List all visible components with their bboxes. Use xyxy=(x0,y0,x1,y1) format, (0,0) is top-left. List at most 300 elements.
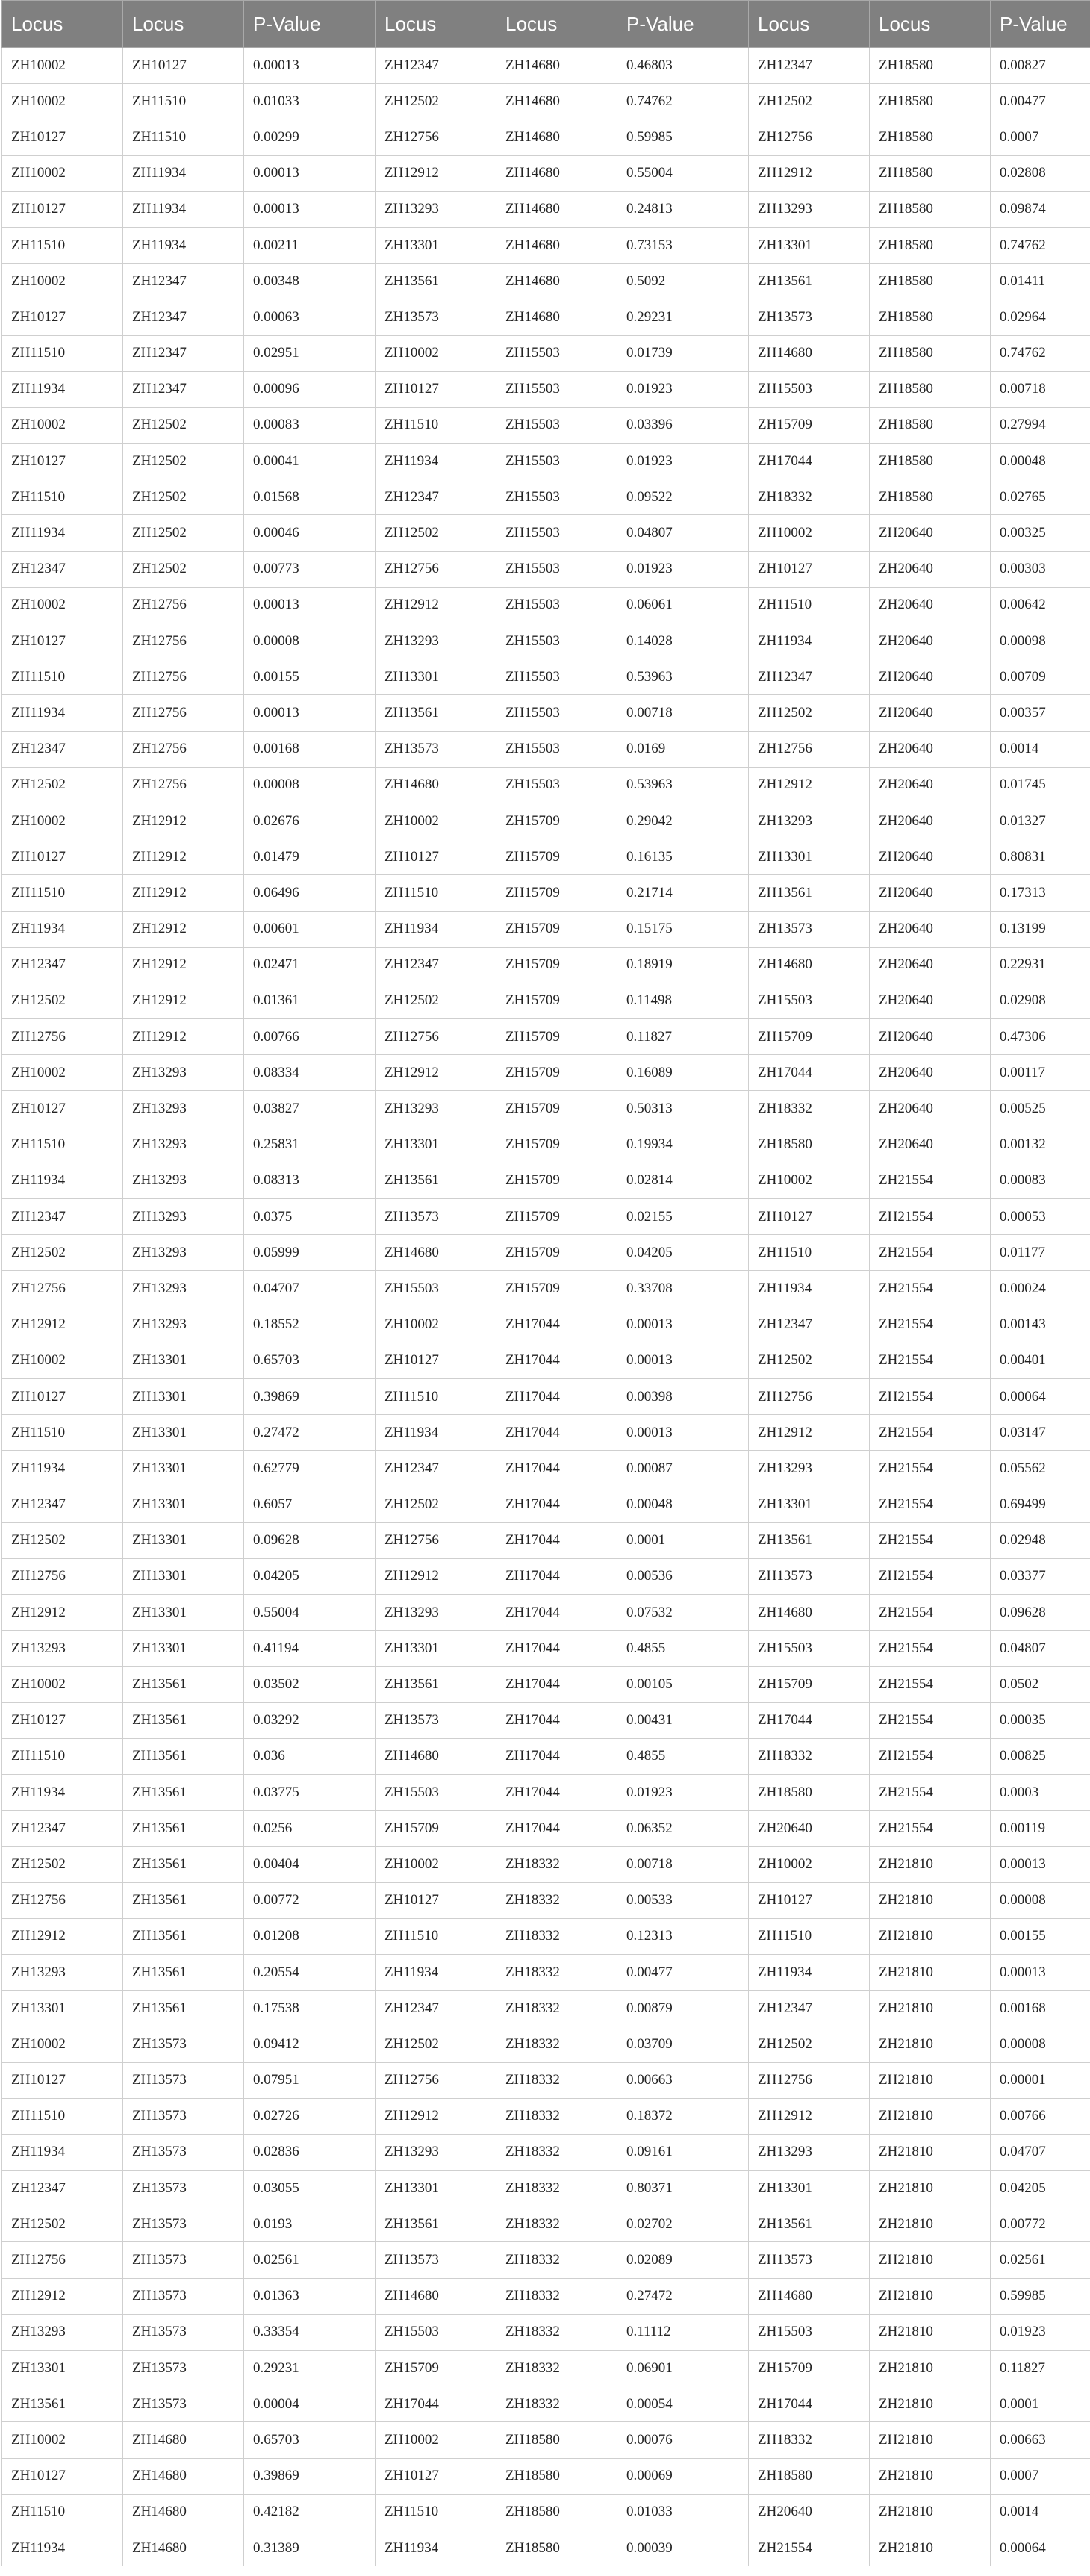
locus-a-cell: ZH11934 xyxy=(2,2530,123,2566)
locus-b-cell: ZH12347 xyxy=(123,299,244,335)
locus-a-cell: ZH18580 xyxy=(749,1127,870,1163)
p-value-cell: 0.16089 xyxy=(617,1055,749,1091)
table-row xyxy=(2,983,1090,1018)
locus-b-cell: ZH17044 xyxy=(496,1775,617,1811)
locus-b-cell: ZH11934 xyxy=(123,191,244,227)
p-value-cell: 0.73153 xyxy=(617,227,749,263)
locus-a-cell: ZH11510 xyxy=(376,875,496,911)
p-value-cell: 0.01177 xyxy=(991,1235,1090,1271)
locus-a-cell: ZH15503 xyxy=(376,1271,496,1307)
table-row xyxy=(2,587,1090,623)
p-value-cell: 0.00083 xyxy=(991,1163,1090,1198)
table-row xyxy=(2,623,1090,659)
p-value-cell: 0.00048 xyxy=(617,1487,749,1522)
p-value-cell: 0.6057 xyxy=(244,1487,376,1522)
locus-a-cell: ZH15503 xyxy=(376,1775,496,1811)
p-value-cell: 0.42182 xyxy=(244,2494,376,2530)
locus-b-cell: ZH12502 xyxy=(123,444,244,479)
table-row xyxy=(2,2351,1090,2386)
p-value-cell: 0.03827 xyxy=(244,1091,376,1127)
locus-b-cell: ZH18332 xyxy=(496,2351,617,2386)
locus-a-cell: ZH13573 xyxy=(749,2242,870,2278)
locus-a-cell: ZH12756 xyxy=(376,119,496,155)
header-locus-b-2: Locus xyxy=(496,1,617,48)
p-value-cell: 0.00303 xyxy=(991,551,1090,587)
locus-b-cell: ZH18580 xyxy=(870,155,991,191)
p-value-cell: 0.18372 xyxy=(617,2098,749,2134)
locus-a-cell: ZH17044 xyxy=(376,2386,496,2422)
locus-a-cell: ZH13293 xyxy=(2,2314,123,2350)
locus-a-cell: ZH13561 xyxy=(376,1163,496,1198)
locus-b-cell: ZH13293 xyxy=(123,1127,244,1163)
p-value-cell: 0.25831 xyxy=(244,1127,376,1163)
table-row xyxy=(2,2386,1090,2422)
locus-b-cell: ZH20640 xyxy=(870,1019,991,1055)
locus-a-cell: ZH15709 xyxy=(749,2351,870,2386)
p-value-cell: 0.00155 xyxy=(991,1918,1090,1954)
table-row xyxy=(2,1163,1090,1198)
p-value-cell: 0.00013 xyxy=(244,191,376,227)
p-value-cell: 0.17313 xyxy=(991,875,1090,911)
table-row xyxy=(2,839,1090,875)
locus-a-cell: ZH10127 xyxy=(2,191,123,227)
locus-a-cell: ZH20640 xyxy=(749,1811,870,1847)
locus-a-cell: ZH10002 xyxy=(749,1847,870,1882)
p-value-cell: 0.00404 xyxy=(244,1847,376,1882)
locus-b-cell: ZH18580 xyxy=(870,299,991,335)
locus-b-cell: ZH15709 xyxy=(496,875,617,911)
table-row xyxy=(2,551,1090,587)
locus-a-cell: ZH10127 xyxy=(376,371,496,407)
locus-a-cell: ZH12502 xyxy=(2,767,123,803)
p-value-cell: 0.0014 xyxy=(991,731,1090,767)
locus-b-cell: ZH12756 xyxy=(123,587,244,623)
locus-b-cell: ZH18580 xyxy=(496,2530,617,2566)
locus-a-cell: ZH12347 xyxy=(749,1307,870,1343)
locus-a-cell: ZH10002 xyxy=(376,803,496,839)
locus-a-cell: ZH12502 xyxy=(2,983,123,1018)
table-row xyxy=(2,1702,1090,1738)
p-value-cell: 0.03502 xyxy=(244,1667,376,1702)
locus-a-cell: ZH13293 xyxy=(376,1091,496,1127)
locus-b-cell: ZH15503 xyxy=(496,695,617,731)
p-value-cell: 0.00155 xyxy=(244,659,376,695)
locus-b-cell: ZH18332 xyxy=(496,2206,617,2242)
locus-a-cell: ZH12502 xyxy=(376,2026,496,2062)
locus-b-cell: ZH12912 xyxy=(123,983,244,1018)
p-value-cell: 0.00766 xyxy=(991,2098,1090,2134)
locus-b-cell: ZH12912 xyxy=(123,839,244,875)
locus-a-cell: ZH12756 xyxy=(749,2062,870,2098)
locus-a-cell: ZH12347 xyxy=(376,48,496,84)
locus-b-cell: ZH20640 xyxy=(870,659,991,695)
locus-b-cell: ZH20640 xyxy=(870,587,991,623)
locus-a-cell: ZH10127 xyxy=(2,299,123,335)
p-value-cell: 0.00357 xyxy=(991,695,1090,731)
locus-b-cell: ZH14680 xyxy=(496,84,617,119)
locus-b-cell: ZH18332 xyxy=(496,2134,617,2170)
locus-b-cell: ZH20640 xyxy=(870,803,991,839)
locus-b-cell: ZH13561 xyxy=(123,1991,244,2026)
p-value-cell: 0.5092 xyxy=(617,264,749,299)
p-value-cell: 0.06901 xyxy=(617,2351,749,2386)
p-value-cell: 0.02908 xyxy=(991,983,1090,1018)
table-row xyxy=(2,1954,1090,1990)
locus-a-cell: ZH13301 xyxy=(749,839,870,875)
locus-a-cell: ZH12347 xyxy=(749,659,870,695)
p-value-cell: 0.29231 xyxy=(617,299,749,335)
locus-b-cell: ZH17044 xyxy=(496,1558,617,1594)
locus-a-cell: ZH12502 xyxy=(376,515,496,551)
p-value-cell: 0.00766 xyxy=(244,1019,376,1055)
locus-a-cell: ZH11934 xyxy=(2,371,123,407)
p-value-cell: 0.01745 xyxy=(991,767,1090,803)
locus-b-cell: ZH13561 xyxy=(123,1954,244,1990)
p-value-cell: 0.00048 xyxy=(991,444,1090,479)
p-value-cell: 0.59985 xyxy=(991,2278,1090,2314)
table-row xyxy=(2,371,1090,407)
p-value-cell: 0.11827 xyxy=(617,1019,749,1055)
locus-a-cell: ZH13573 xyxy=(376,299,496,335)
locus-a-cell: ZH11510 xyxy=(376,1378,496,1414)
locus-b-cell: ZH13293 xyxy=(123,1271,244,1307)
p-value-cell: 0.13199 xyxy=(991,911,1090,947)
locus-b-cell: ZH10127 xyxy=(123,48,244,84)
locus-b-cell: ZH14680 xyxy=(496,264,617,299)
table-row xyxy=(2,299,1090,335)
p-value-cell: 0.29231 xyxy=(244,2351,376,2386)
p-value-cell: 0.02726 xyxy=(244,2098,376,2134)
locus-a-cell: ZH15503 xyxy=(376,2314,496,2350)
locus-a-cell: ZH12502 xyxy=(2,1522,123,1558)
locus-a-cell: ZH13301 xyxy=(376,1127,496,1163)
p-value-cell: 0.00663 xyxy=(991,2422,1090,2458)
locus-b-cell: ZH18332 xyxy=(496,2062,617,2098)
locus-b-cell: ZH18580 xyxy=(870,371,991,407)
locus-b-cell: ZH18332 xyxy=(496,1918,617,1954)
locus-a-cell: ZH11934 xyxy=(749,623,870,659)
p-value-cell: 0.00772 xyxy=(991,2206,1090,2242)
locus-a-cell: ZH12756 xyxy=(2,1558,123,1594)
locus-a-cell: ZH13573 xyxy=(749,299,870,335)
locus-a-cell: ZH12756 xyxy=(376,1522,496,1558)
table-row xyxy=(2,407,1090,443)
locus-b-cell: ZH13573 xyxy=(123,2278,244,2314)
locus-a-cell: ZH10002 xyxy=(2,1055,123,1091)
locus-a-cell: ZH11510 xyxy=(2,2494,123,2530)
locus-b-cell: ZH17044 xyxy=(496,1415,617,1451)
p-value-cell: 0.14028 xyxy=(617,623,749,659)
locus-b-cell: ZH13293 xyxy=(123,1055,244,1091)
locus-b-cell: ZH21810 xyxy=(870,2494,991,2530)
table-row xyxy=(2,1199,1090,1235)
locus-a-cell: ZH13561 xyxy=(749,1522,870,1558)
p-value-cell: 0.03709 xyxy=(617,2026,749,2062)
table-row xyxy=(2,2171,1090,2206)
locus-b-cell: ZH13301 xyxy=(123,1595,244,1631)
p-value-cell: 0.00054 xyxy=(617,2386,749,2422)
locus-b-cell: ZH20640 xyxy=(870,695,991,731)
locus-a-cell: ZH14680 xyxy=(749,947,870,983)
p-value-cell: 0.00013 xyxy=(617,1415,749,1451)
locus-b-cell: ZH21554 xyxy=(870,1775,991,1811)
locus-b-cell: ZH21810 xyxy=(870,1954,991,1990)
locus-a-cell: ZH12912 xyxy=(376,1558,496,1594)
p-value-cell: 0.59985 xyxy=(617,119,749,155)
p-value-cell: 0.62779 xyxy=(244,1451,376,1487)
locus-b-cell: ZH21554 xyxy=(870,1307,991,1343)
locus-a-cell: ZH11510 xyxy=(2,335,123,371)
locus-a-cell: ZH11934 xyxy=(749,1954,870,1990)
locus-b-cell: ZH13561 xyxy=(123,1811,244,1847)
table-row xyxy=(2,227,1090,263)
locus-b-cell: ZH13301 xyxy=(123,1487,244,1522)
table-row xyxy=(2,1378,1090,1414)
table-row xyxy=(2,2134,1090,2170)
locus-b-cell: ZH13293 xyxy=(123,1307,244,1343)
locus-a-cell: ZH13561 xyxy=(749,264,870,299)
locus-a-cell: ZH18332 xyxy=(749,2422,870,2458)
locus-b-cell: ZH18580 xyxy=(870,264,991,299)
p-value-cell: 0.02089 xyxy=(617,2242,749,2278)
locus-b-cell: ZH18332 xyxy=(496,2278,617,2314)
locus-b-cell: ZH11510 xyxy=(123,119,244,155)
locus-a-cell: ZH12912 xyxy=(376,155,496,191)
p-value-cell: 0.00008 xyxy=(244,623,376,659)
p-value-cell: 0.01033 xyxy=(244,84,376,119)
p-value-cell: 0.4855 xyxy=(617,1631,749,1667)
p-value-cell: 0.33708 xyxy=(617,1271,749,1307)
locus-b-cell: ZH11934 xyxy=(123,155,244,191)
locus-a-cell: ZH10127 xyxy=(376,2458,496,2494)
p-value-cell: 0.05562 xyxy=(991,1451,1090,1487)
table-row xyxy=(2,2278,1090,2314)
locus-b-cell: ZH13293 xyxy=(123,1235,244,1271)
p-value-cell: 0.0001 xyxy=(991,2386,1090,2422)
p-value-cell: 0.65703 xyxy=(244,1343,376,1378)
locus-a-cell: ZH13561 xyxy=(376,1667,496,1702)
locus-b-cell: ZH15709 xyxy=(496,839,617,875)
p-value-cell: 0.09161 xyxy=(617,2134,749,2170)
locus-b-cell: ZH21554 xyxy=(870,1811,991,1847)
locus-a-cell: ZH12756 xyxy=(749,119,870,155)
locus-b-cell: ZH12912 xyxy=(123,1019,244,1055)
locus-a-cell: ZH11934 xyxy=(376,444,496,479)
p-value-cell: 0.11112 xyxy=(617,2314,749,2350)
p-value-cell: 0.50313 xyxy=(617,1091,749,1127)
locus-a-cell: ZH12347 xyxy=(749,1991,870,2026)
p-value-cell: 0.03396 xyxy=(617,407,749,443)
locus-b-cell: ZH18332 xyxy=(496,1991,617,2026)
p-value-cell: 0.69499 xyxy=(991,1487,1090,1522)
p-value-cell: 0.02836 xyxy=(244,2134,376,2170)
locus-a-cell: ZH13293 xyxy=(2,1631,123,1667)
table-row xyxy=(2,2314,1090,2350)
p-value-cell: 0.01923 xyxy=(617,1775,749,1811)
locus-b-cell: ZH12912 xyxy=(123,947,244,983)
p-value-cell: 0.20554 xyxy=(244,1954,376,1990)
locus-b-cell: ZH13293 xyxy=(123,1199,244,1235)
table-row xyxy=(2,1091,1090,1127)
locus-b-cell: ZH21810 xyxy=(870,2278,991,2314)
locus-a-cell: ZH11934 xyxy=(2,515,123,551)
locus-a-cell: ZH11510 xyxy=(2,2098,123,2134)
p-value-cell: 0.00013 xyxy=(244,695,376,731)
locus-a-cell: ZH10002 xyxy=(2,48,123,84)
p-value-cell: 0.15175 xyxy=(617,911,749,947)
p-value-cell: 0.00477 xyxy=(617,1954,749,1990)
locus-a-cell: ZH12347 xyxy=(376,947,496,983)
locus-b-cell: ZH13561 xyxy=(123,1847,244,1882)
p-value-cell: 0.01327 xyxy=(991,803,1090,839)
locus-a-cell: ZH11934 xyxy=(376,2530,496,2566)
locus-b-cell: ZH13561 xyxy=(123,1702,244,1738)
locus-a-cell: ZH11510 xyxy=(2,1415,123,1451)
locus-a-cell: ZH13301 xyxy=(749,1487,870,1522)
locus-b-cell: ZH13573 xyxy=(123,2242,244,2278)
locus-a-cell: ZH10127 xyxy=(2,623,123,659)
p-value-cell: 0.31389 xyxy=(244,2530,376,2566)
locus-b-cell: ZH15503 xyxy=(496,731,617,767)
p-value-cell: 0.12313 xyxy=(617,1918,749,1954)
locus-a-cell: ZH11510 xyxy=(2,227,123,263)
locus-b-cell: ZH18332 xyxy=(496,1882,617,1918)
table-row xyxy=(2,191,1090,227)
p-value-cell: 0.01411 xyxy=(991,264,1090,299)
locus-b-cell: ZH18332 xyxy=(496,2314,617,2350)
p-value-cell: 0.00132 xyxy=(991,1127,1090,1163)
p-value-cell: 0.4855 xyxy=(617,1738,749,1774)
locus-b-cell: ZH20640 xyxy=(870,839,991,875)
p-value-cell: 0.01923 xyxy=(617,444,749,479)
locus-a-cell: ZH12502 xyxy=(2,1235,123,1271)
locus-b-cell: ZH13573 xyxy=(123,2351,244,2386)
locus-b-cell: ZH15709 xyxy=(496,1019,617,1055)
p-value-cell: 0.03055 xyxy=(244,2171,376,2206)
locus-b-cell: ZH12347 xyxy=(123,264,244,299)
p-value-cell: 0.00718 xyxy=(991,371,1090,407)
p-value-cell: 0.00013 xyxy=(244,587,376,623)
locus-a-cell: ZH12756 xyxy=(376,1019,496,1055)
locus-b-cell: ZH14680 xyxy=(496,155,617,191)
locus-b-cell: ZH20640 xyxy=(870,1091,991,1127)
locus-a-cell: ZH10002 xyxy=(2,2026,123,2062)
p-value-cell: 0.02155 xyxy=(617,1199,749,1235)
p-value-cell: 0.00879 xyxy=(617,1991,749,2026)
p-value-cell: 0.00431 xyxy=(617,1702,749,1738)
p-value-cell: 0.06352 xyxy=(617,1811,749,1847)
locus-a-cell: ZH18580 xyxy=(749,2458,870,2494)
locus-b-cell: ZH13561 xyxy=(123,1882,244,1918)
table-row xyxy=(2,1522,1090,1558)
p-value-cell: 0.01923 xyxy=(617,371,749,407)
locus-b-cell: ZH13293 xyxy=(123,1091,244,1127)
p-value-cell: 0.46803 xyxy=(617,48,749,84)
locus-b-cell: ZH12347 xyxy=(123,371,244,407)
locus-b-cell: ZH13573 xyxy=(123,2062,244,2098)
locus-b-cell: ZH20640 xyxy=(870,911,991,947)
locus-b-cell: ZH15709 xyxy=(496,1235,617,1271)
locus-b-cell: ZH21810 xyxy=(870,2062,991,2098)
p-value-cell: 0.00398 xyxy=(617,1378,749,1414)
p-value-cell: 0.05999 xyxy=(244,1235,376,1271)
locus-a-cell: ZH12756 xyxy=(749,731,870,767)
locus-a-cell: ZH12347 xyxy=(376,1451,496,1487)
locus-a-cell: ZH13293 xyxy=(749,1451,870,1487)
p-value-cell: 0.00098 xyxy=(991,623,1090,659)
locus-a-cell: ZH13301 xyxy=(376,2171,496,2206)
locus-a-cell: ZH11934 xyxy=(2,1451,123,1487)
locus-a-cell: ZH12347 xyxy=(376,1991,496,2026)
p-value-cell: 0.00046 xyxy=(244,515,376,551)
locus-a-cell: ZH12347 xyxy=(749,48,870,84)
locus-a-cell: ZH12912 xyxy=(2,1595,123,1631)
p-value-cell: 0.07532 xyxy=(617,1595,749,1631)
p-value-cell: 0.11827 xyxy=(991,2351,1090,2386)
locus-b-cell: ZH14680 xyxy=(496,227,617,263)
locus-b-cell: ZH13561 xyxy=(123,1918,244,1954)
locus-b-cell: ZH18580 xyxy=(870,335,991,371)
locus-b-cell: ZH13573 xyxy=(123,2171,244,2206)
locus-a-cell: ZH14680 xyxy=(376,767,496,803)
locus-a-cell: ZH10127 xyxy=(2,1091,123,1127)
locus-b-cell: ZH21554 xyxy=(870,1451,991,1487)
locus-a-cell: ZH10127 xyxy=(376,1882,496,1918)
p-value-cell: 0.00601 xyxy=(244,911,376,947)
locus-a-cell: ZH15503 xyxy=(749,2314,870,2350)
header-locus-a-1: Locus xyxy=(2,1,123,48)
table-row xyxy=(2,2422,1090,2458)
locus-a-cell: ZH12756 xyxy=(2,1882,123,1918)
locus-b-cell: ZH13561 xyxy=(123,1667,244,1702)
locus-b-cell: ZH20640 xyxy=(870,1127,991,1163)
table-row xyxy=(2,2206,1090,2242)
locus-a-cell: ZH10127 xyxy=(376,1343,496,1378)
table-row xyxy=(2,1343,1090,1378)
locus-b-cell: ZH20640 xyxy=(870,515,991,551)
p-value-cell: 0.11498 xyxy=(617,983,749,1018)
locus-a-cell: ZH10127 xyxy=(749,1199,870,1235)
table-row xyxy=(2,1631,1090,1667)
locus-b-cell: ZH21554 xyxy=(870,1487,991,1522)
table-row xyxy=(2,803,1090,839)
locus-b-cell: ZH12756 xyxy=(123,695,244,731)
locus-b-cell: ZH17044 xyxy=(496,1631,617,1667)
p-value-cell: 0.00004 xyxy=(244,2386,376,2422)
locus-b-cell: ZH21810 xyxy=(870,2386,991,2422)
p-value-cell: 0.00013 xyxy=(617,1343,749,1378)
locus-b-cell: ZH21810 xyxy=(870,1847,991,1882)
locus-b-cell: ZH15709 xyxy=(496,1055,617,1091)
locus-a-cell: ZH12756 xyxy=(749,1378,870,1414)
locus-a-cell: ZH10127 xyxy=(2,1702,123,1738)
table-row xyxy=(2,1415,1090,1451)
locus-b-cell: ZH18332 xyxy=(496,2026,617,2062)
locus-b-cell: ZH17044 xyxy=(496,1595,617,1631)
locus-b-cell: ZH12502 xyxy=(123,407,244,443)
locus-b-cell: ZH18332 xyxy=(496,2098,617,2134)
p-value-cell: 0.09874 xyxy=(991,191,1090,227)
locus-a-cell: ZH12502 xyxy=(749,2026,870,2062)
table-body xyxy=(2,48,1090,2566)
table-row xyxy=(2,1307,1090,1343)
table-row xyxy=(2,1811,1090,1847)
table-row xyxy=(2,1487,1090,1522)
locus-a-cell: ZH15709 xyxy=(749,1667,870,1702)
locus-b-cell: ZH18580 xyxy=(870,84,991,119)
p-value-cell: 0.00087 xyxy=(617,1451,749,1487)
table-row xyxy=(2,1127,1090,1163)
